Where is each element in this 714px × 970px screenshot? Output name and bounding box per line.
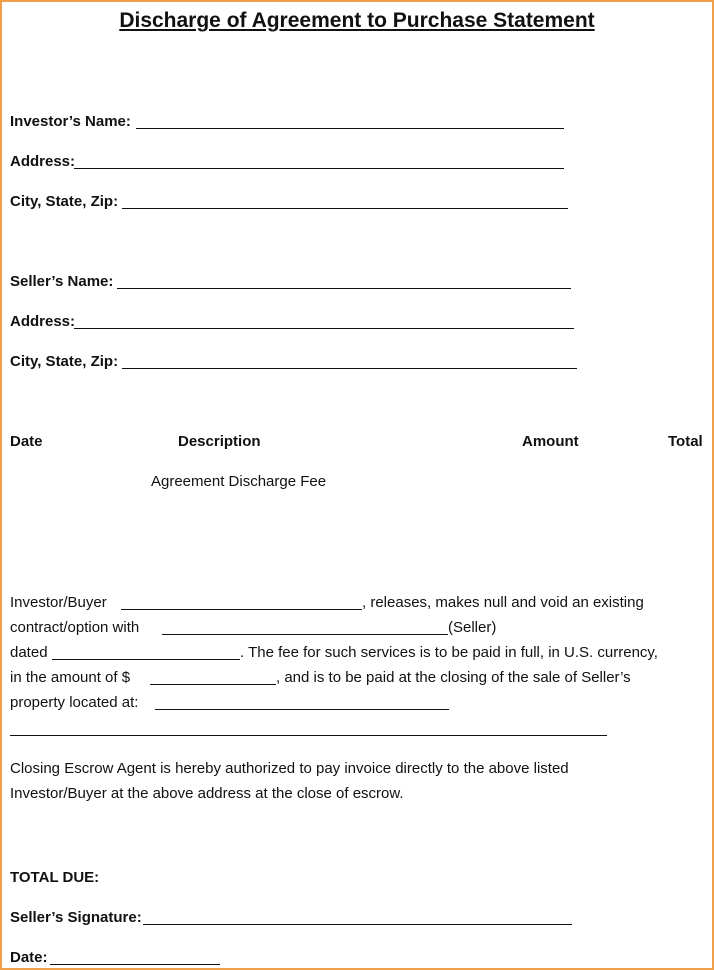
property-field[interactable]	[155, 709, 449, 710]
p1-fee-text: . The fee for such services is to be paid in full, in U.S. currency,	[240, 644, 658, 661]
investor-name-field[interactable]	[136, 128, 564, 129]
p1-property-text: property located at:	[10, 694, 139, 711]
investor-address-label: Address:	[10, 153, 76, 170]
p2-line1: Closing Escrow Agent is hereby authorized to pay invoice directly to the above listed	[10, 760, 569, 777]
document-title: Discharge of Agreement to Purchase Statement	[119, 9, 595, 32]
amount-field[interactable]	[150, 684, 276, 685]
col-description-header: Description	[178, 433, 261, 450]
col-date-header: Date	[10, 433, 43, 450]
date-label: Date:	[10, 949, 48, 966]
investor-city-field[interactable]	[122, 208, 568, 209]
p1-investor-buyer: Investor/Buyer	[10, 594, 107, 611]
date-field[interactable]	[50, 964, 220, 965]
p1-seller-paren: (Seller)	[448, 619, 497, 636]
investor-name-label: Investor’s Name:	[10, 113, 131, 130]
row-description: Agreement Discharge Fee	[151, 473, 327, 490]
p1-releases-text: , releases, makes null and void an existing	[362, 594, 644, 611]
seller-signature-label: Seller’s Signature:	[10, 909, 142, 926]
seller-city-label: City, State, Zip:	[10, 353, 119, 370]
p1-contract-text: contract/option with	[10, 619, 140, 636]
contract-seller-field[interactable]	[162, 634, 448, 635]
seller-address-field[interactable]	[74, 328, 574, 329]
seller-address-label: Address:	[10, 313, 76, 330]
p2-line2: Investor/Buyer at the above address at the close of escrow.	[10, 785, 404, 802]
property-field-line2[interactable]	[10, 735, 607, 736]
investor-address-field[interactable]	[74, 168, 564, 169]
p1-amount-text: in the amount of $	[10, 669, 131, 686]
seller-name-field[interactable]	[117, 288, 571, 289]
p1-closing-text: , and is to be paid at the closing of the sale of Seller’s	[276, 669, 631, 686]
seller-name-label: Seller’s Name:	[10, 273, 114, 290]
seller-signature-field[interactable]	[143, 924, 572, 925]
p1-dated-text: dated	[10, 644, 48, 661]
total-due-label: TOTAL DUE:	[10, 869, 100, 886]
investor-city-label: City, State, Zip:	[10, 193, 119, 210]
dated-field[interactable]	[52, 659, 240, 660]
col-amount-header: Amount	[522, 433, 579, 450]
col-total-header: Total	[668, 433, 703, 450]
investor-buyer-field[interactable]	[121, 609, 362, 610]
seller-city-field[interactable]	[122, 368, 577, 369]
